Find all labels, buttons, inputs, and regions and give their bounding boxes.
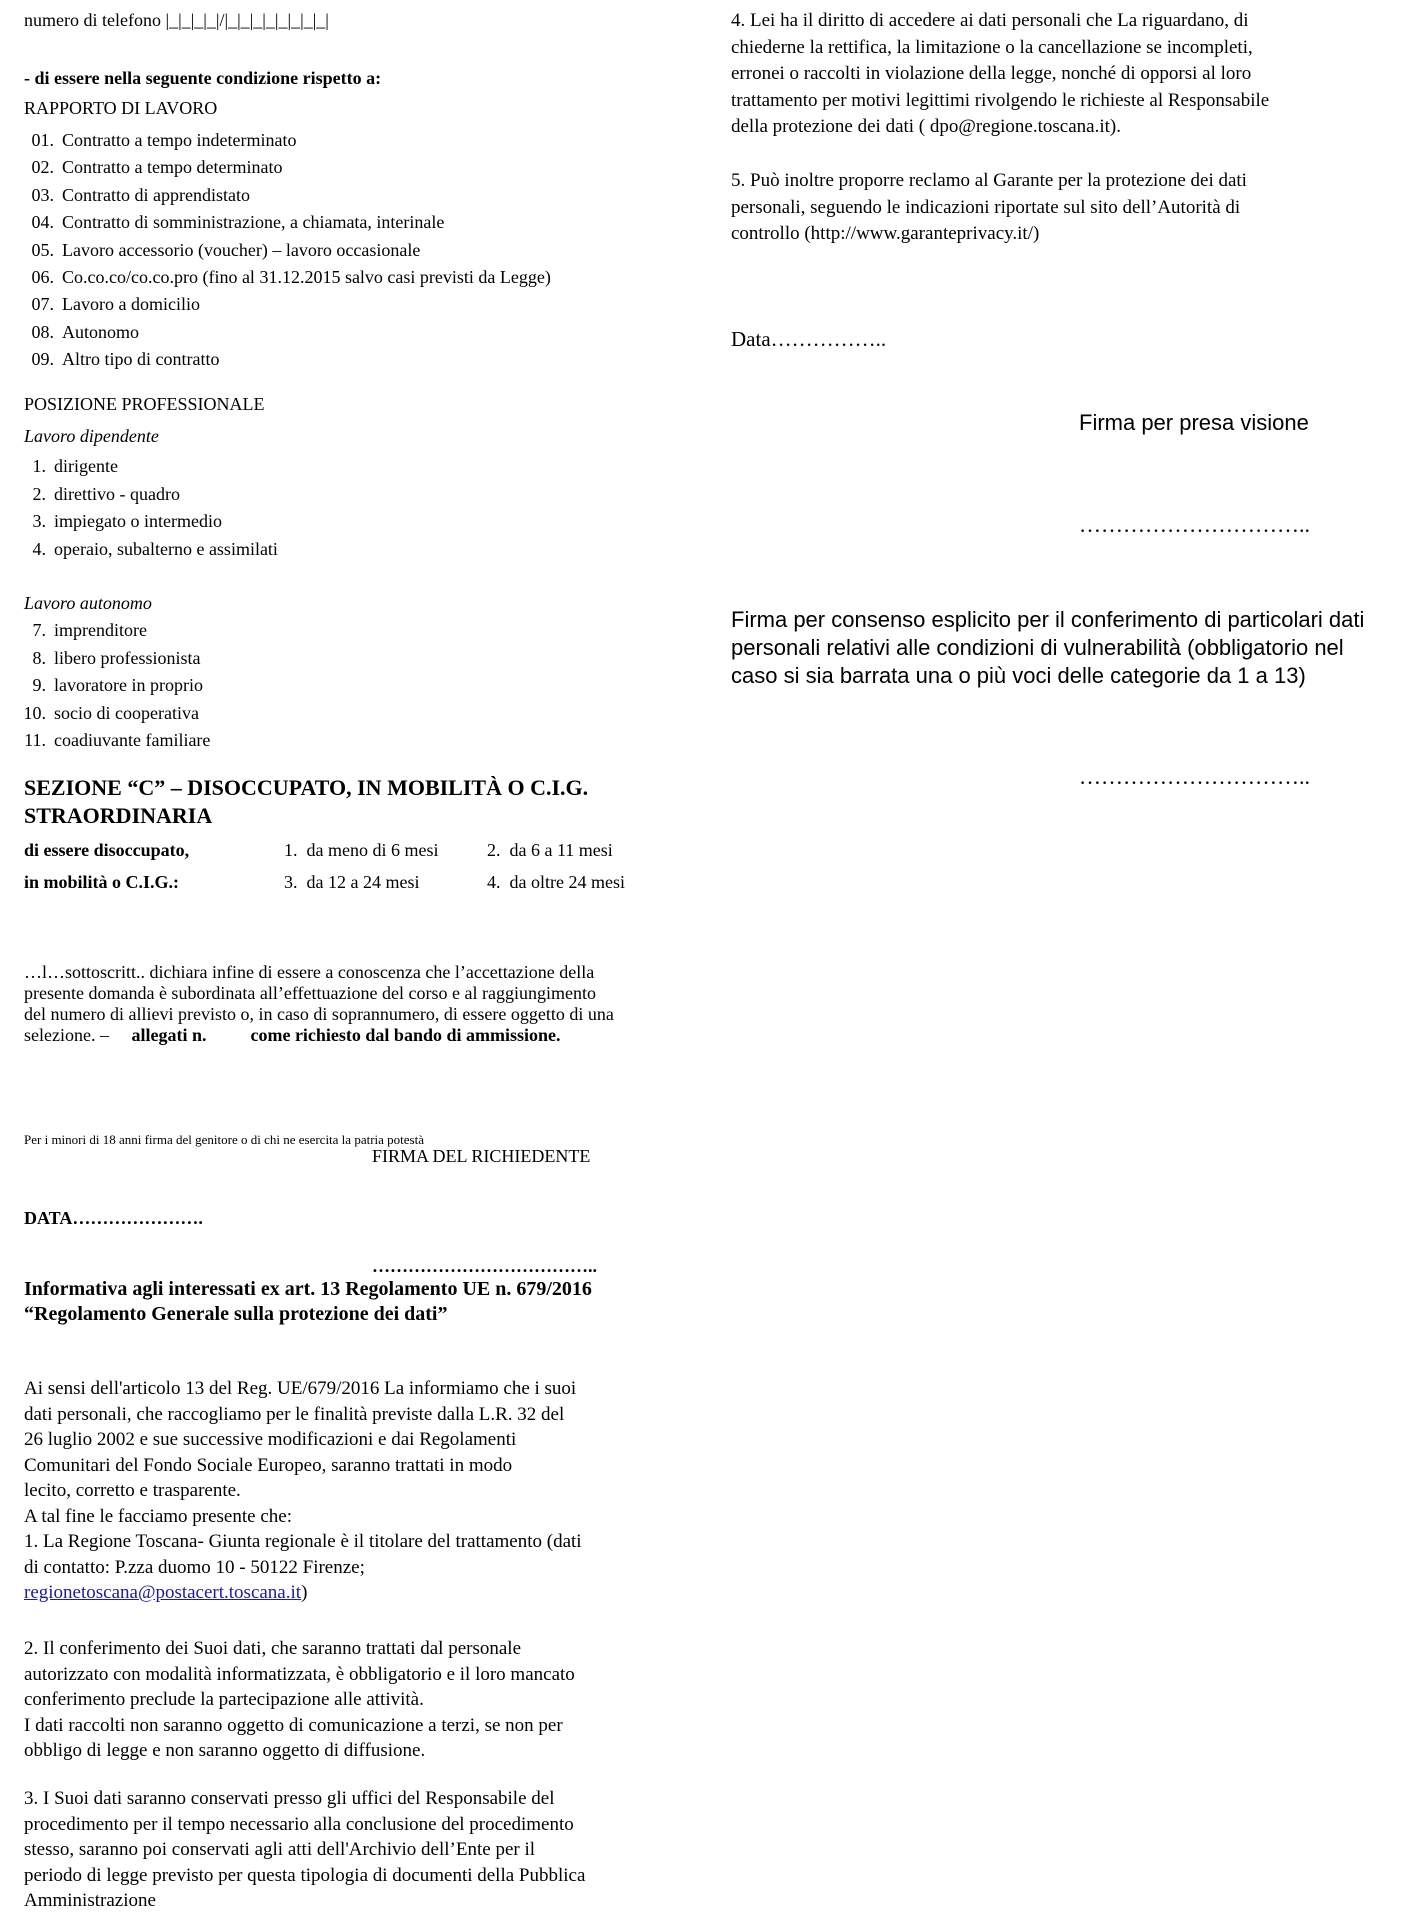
dipendente-item: 1. dirigente bbox=[32, 456, 118, 476]
mobilita-label: in mobilità o C.I.G.: bbox=[24, 872, 180, 892]
data-signature-field: Data…………….. bbox=[731, 327, 887, 351]
informativa-title: Informativa agli interessati ex art. 13 Regolamento UE n. 679/2016 bbox=[24, 1278, 592, 1300]
rapporto-title: RAPPORTO DI LAVORO bbox=[24, 98, 218, 118]
informativa-point-3: 3. I Suoi dati saranno conservati presso gli uffici del Responsabile del procedimento per il tempo necessario alla conclusione del procedimento stesso, saranno poi conservati agli atti dell'Archivio dell’Ente per il periodo di legge previsto per questa tipologia di documenti della Pubblica Amministrazione bbox=[24, 1788, 586, 1911]
rapporto-item: 05. Lavoro accessorio (voucher) – lavoro occasionale bbox=[31, 239, 421, 260]
rapporto-item: 06. Co.co.co/co.co.pro (fino al 31.12.2015 salvo casi previsti da Legge) bbox=[31, 267, 551, 287]
durata-option-3: 3. da 12 a 24 mesi bbox=[284, 872, 420, 892]
durata-option-4: 4. da oltre 24 mesi bbox=[487, 872, 625, 892]
dipendente-item: 4. operaio, subalterno e assimilati bbox=[32, 538, 278, 559]
autonomo-label: Lavoro autonomo bbox=[24, 593, 152, 613]
posizione-title: POSIZIONE PROFESSIONALE bbox=[24, 394, 265, 414]
autonomo-item: 11. coadiuvante familiare bbox=[24, 730, 211, 750]
disoccupato-label: di essere disoccupato, bbox=[24, 840, 190, 860]
autonomo-item: 8. libero professionista bbox=[32, 647, 201, 668]
firma-presa-visione-label: Firma per presa visione bbox=[1079, 410, 1309, 435]
pec-email-link[interactable]: regionetoscana@postacert.toscana.it bbox=[24, 1582, 302, 1603]
rapporto-item: 08. Autonomo bbox=[31, 321, 140, 342]
informativa-point-2: 2. Il conferimento dei Suoi dati, che saranno trattati dal personale autorizzato con modalità informatizzata, è obbligatorio e il loro mancato conferimento preclude la partecipazione alle attività. I dati raccolti non saranno oggetto di comunicazione a terzi, se non per obbligo di legge e non saranno oggetto di diffusione. bbox=[24, 1638, 575, 1761]
firma-consenso-dots: ………………………….. bbox=[1079, 764, 1310, 789]
rapporto-item: 04. Contratto di somministrazione, a chiamata, interinale bbox=[31, 212, 445, 233]
autonomo-item: 10. socio di cooperativa bbox=[23, 702, 199, 723]
rapporto-item: 01. Contratto a tempo indeterminato bbox=[31, 130, 297, 150]
minori-note: Per i minori di 18 anni firma del genitore o di chi ne esercita la patria potestà bbox=[24, 1132, 424, 1147]
durata-option-2: 2. da 6 a 11 mesi bbox=[487, 840, 613, 860]
firma-presa-visione-dots: ………………………….. bbox=[1079, 512, 1310, 537]
firma-richiedente-label: FIRMA DEL RICHIEDENTE bbox=[372, 1146, 591, 1166]
condition-heading: - di essere nella seguente condizione rispetto a: bbox=[24, 68, 382, 88]
rapporto-item: 07. Lavoro a domicilio bbox=[31, 294, 200, 315]
dipendente-label: Lavoro dipendente bbox=[24, 426, 159, 446]
informativa-point-5: 5. Può inoltre proporre reclamo al Garante per la protezione dei dati personali, seguendo le indicazioni riportate sul sito dell’Autorità di controllo (http://www.garanteprivacy.it/) bbox=[731, 170, 1247, 244]
dipendente-item: 2. direttivo - quadro bbox=[32, 483, 180, 504]
consenso-paragraph: Firma per consenso esplicito per il conferimento di particolari dati personali relativi alle condizioni di vulnerabilità (obbligatorio nel caso si sia barrata una o più voci delle categorie da 1 a 13) bbox=[731, 607, 1365, 688]
dichiarazione-paragraph: …l…sottoscritt.. dichiara infine di essere a conoscenza che l’accettazione della presente domanda è subordinata all’effettuazione del corso e al raggiungimento del numero di allievi previsto o, in caso di soprannumero, di essere oggetto di una selezione. – allegati n. come richiesto dal bando di ammissione. bbox=[24, 962, 614, 1045]
allegati-label: allegati n. bbox=[131, 1025, 207, 1045]
autonomo-item: 9. lavoratore in proprio bbox=[32, 675, 203, 695]
sezione-c-title-line2: STRAORDINARIA bbox=[24, 803, 213, 828]
rapporto-item: 02. Contratto a tempo determinato bbox=[31, 157, 283, 178]
informativa-intro: Ai sensi dell'articolo 13 del Reg. UE/679/2016 La informiamo che i suoi dati personali, che raccogliamo per le finalità previste dalla L.R. 32 del 26 luglio 2002 e sue successive modificazioni e dai Regolamenti Comunitari del Fondo Sociale Europeo, saranno trattati in modo lecito, corretto e trasparente. A tal fine le facciamo presente che: 1. La Regione Toscana- Giunta regionale è il titolare del trattamento (dati di contatto: P.zza duomo 10 - 50122 Firenze; regionetoscana@postacert.toscana.it) bbox=[24, 1378, 582, 1603]
phone-number-field: numero di telefono |_|_|_|_|/|_|_|_|_|_|_|_|_| bbox=[24, 10, 329, 30]
autonomo-item: 7. imprenditore bbox=[32, 620, 147, 640]
dipendente-item: 3. impiegato o intermedio bbox=[32, 511, 222, 531]
rapporto-item: 03. Contratto di apprendistato bbox=[31, 184, 250, 205]
durata-option-1: 1. da meno di 6 mesi bbox=[284, 840, 439, 860]
rapporto-item: 09. Altro tipo di contratto bbox=[31, 349, 220, 370]
data-field: DATA…………………. bbox=[24, 1208, 203, 1228]
sezione-c-title: SEZIONE “C” – DISOCCUPATO, IN MOBILITÀ O C.I.G. bbox=[24, 775, 589, 800]
informativa-subtitle: “Regolamento Generale sulla protezione dei dati” bbox=[24, 1303, 448, 1325]
firma-dots: ……………………………….. bbox=[372, 1256, 597, 1276]
informativa-point-4: 4. Lei ha il diritto di accedere ai dati personali che La riguardano, di chiederne la rettifica, la limitazione o la cancellazione se incompleti, erronei o raccolti in violazione della legge, nonché di opporsi al loro trattamento per motivi legittimi rivolgendo le richieste al Responsabile della protezione dei dati ( dpo@regione.toscana.it). bbox=[731, 10, 1270, 137]
